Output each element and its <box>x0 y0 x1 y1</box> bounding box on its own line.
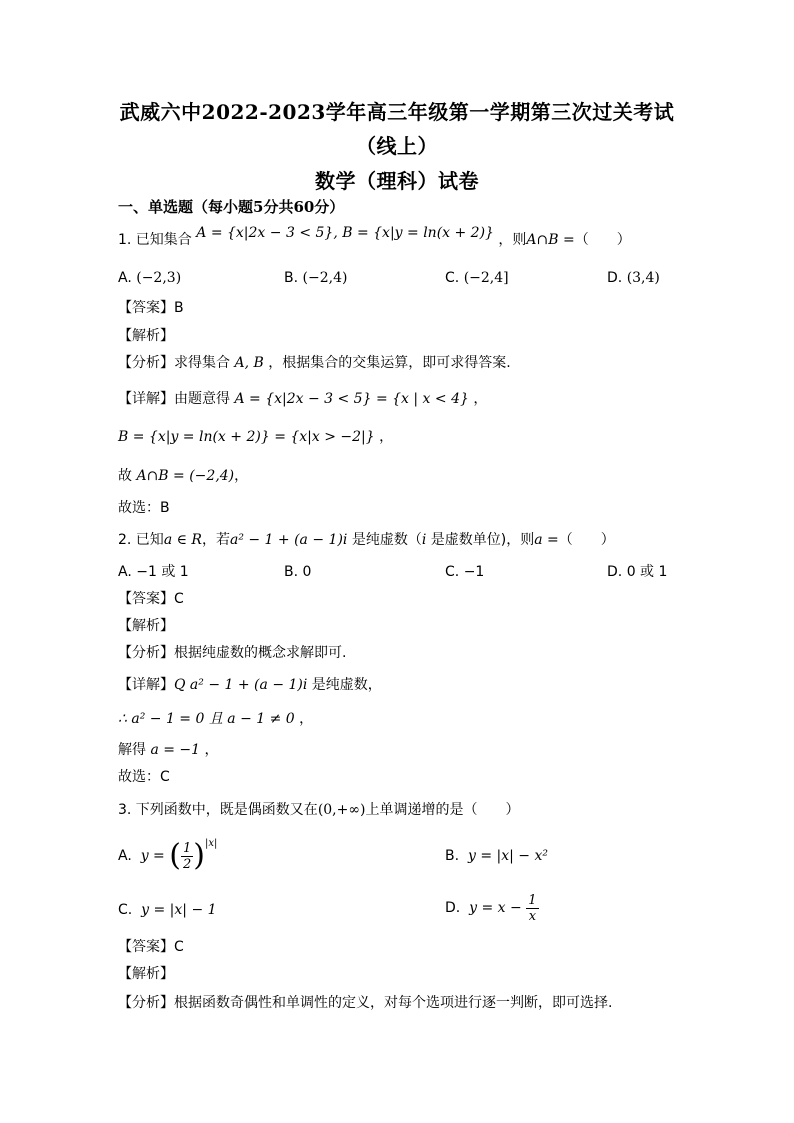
q2-analysis: 【分析】根据纯虚数的概念求解即可. <box>118 645 347 661</box>
exam-subtitle-online: （线上） <box>356 134 438 158</box>
q1-analysis: 【分析】求得集合 A, B ，根据集合的交集运算，即可求得答案. <box>118 355 511 371</box>
q1-ask-post: =（ ） <box>558 232 631 248</box>
q1-option-a: A. (−2,3) <box>118 270 182 286</box>
section-heading: 一、单选题（每小题5分共60分） <box>118 198 345 216</box>
q1-detail-line2: B = {x|y = ln(x + 2)} = {x|x > −2|} ， <box>118 429 394 445</box>
q3-answer: 【答案】C <box>118 939 184 955</box>
q3-option-d-fraction: $\frac{1}{x}$ <box>528 892 537 924</box>
q1-answer: 【答案】B <box>118 300 184 316</box>
q2-answer: 【答案】C <box>118 591 184 607</box>
q1-detail-line1: 【详解】由题意得 A = {x|2x − 3 < 5} = {x | x < 4} ， <box>118 391 488 407</box>
q1-set-b: B = {x|y = ln(x + 2)} <box>342 225 494 241</box>
exam-title: 武威六中2022-2023学年高三年级第一学期第三次过关考试 <box>119 100 675 124</box>
exam-subject-title: 数学（理科）试卷 <box>315 169 479 193</box>
q1-stem <box>118 225 631 250</box>
q1-option-c: C. (−2,4] <box>445 270 509 286</box>
q1-ask-math: A∩B <box>526 232 559 248</box>
q2-choose: 故选：C <box>118 769 170 785</box>
q3-option-a: A. y = ( $\frac{1}{2}$ ) $^{|x|}$ <box>118 838 218 873</box>
q3-option-d: D. y = x − $\frac{1}{x}$ <box>445 892 537 924</box>
q2-option-b: B. 0 <box>284 564 312 580</box>
q1-option-d: D. (3,4) <box>607 270 660 286</box>
q2-detail-line3: 解得 a = −1 ， <box>118 742 219 758</box>
q2-detail-line2: ∴ a² − 1 = 0 且 a − 1 ≠ 0 ， <box>118 711 314 727</box>
q3-option-b: B. y = |x| − x² <box>445 848 548 864</box>
q1-number: 1. 已知集合 <box>118 232 192 248</box>
q3-option-a-fraction: $\frac{1}{2}$ <box>182 840 192 872</box>
q1-option-b: B. (−2,4) <box>284 270 348 286</box>
q1-set-a: A = {x|2x − 3 < 5} <box>196 225 334 241</box>
q1-jiexi-label: 【解析】 <box>118 328 174 344</box>
q3-option-c: C. y = |x| − 1 <box>118 902 217 918</box>
q2-jiexi-label: 【解析】 <box>118 618 174 634</box>
q1-detail-line3: 故 A∩B = (−2,4)， <box>118 468 249 484</box>
q1-sep: , <box>333 225 343 241</box>
q3-analysis: 【分析】根据函数奇偶性和单调性的定义，对每个选项进行逐一判断，即可选择. <box>118 995 613 1011</box>
q1-choose: 故选：B <box>118 500 170 516</box>
q2-option-a: A. −1 或 1 <box>118 564 189 580</box>
q2-option-d: D. 0 或 1 <box>607 564 668 580</box>
q3-jiexi-label: 【解析】 <box>118 966 174 982</box>
q2-detail-line1: 【详解】Q a² − 1 + (a − 1)i 是纯虚数， <box>118 677 382 693</box>
q3-stem: 3. 下列函数中，既是偶函数又在(0,+∞)上单调递增的是（ ） <box>118 802 520 818</box>
q2-stem: 2. 已知a ∈ R，若a² − 1 + (a − 1)i 是纯虚数（i 是虚数单位)，则a =（ ） <box>118 532 615 548</box>
q2-option-c: C. −1 <box>445 564 485 580</box>
q1-ask: ，则 <box>498 232 527 248</box>
